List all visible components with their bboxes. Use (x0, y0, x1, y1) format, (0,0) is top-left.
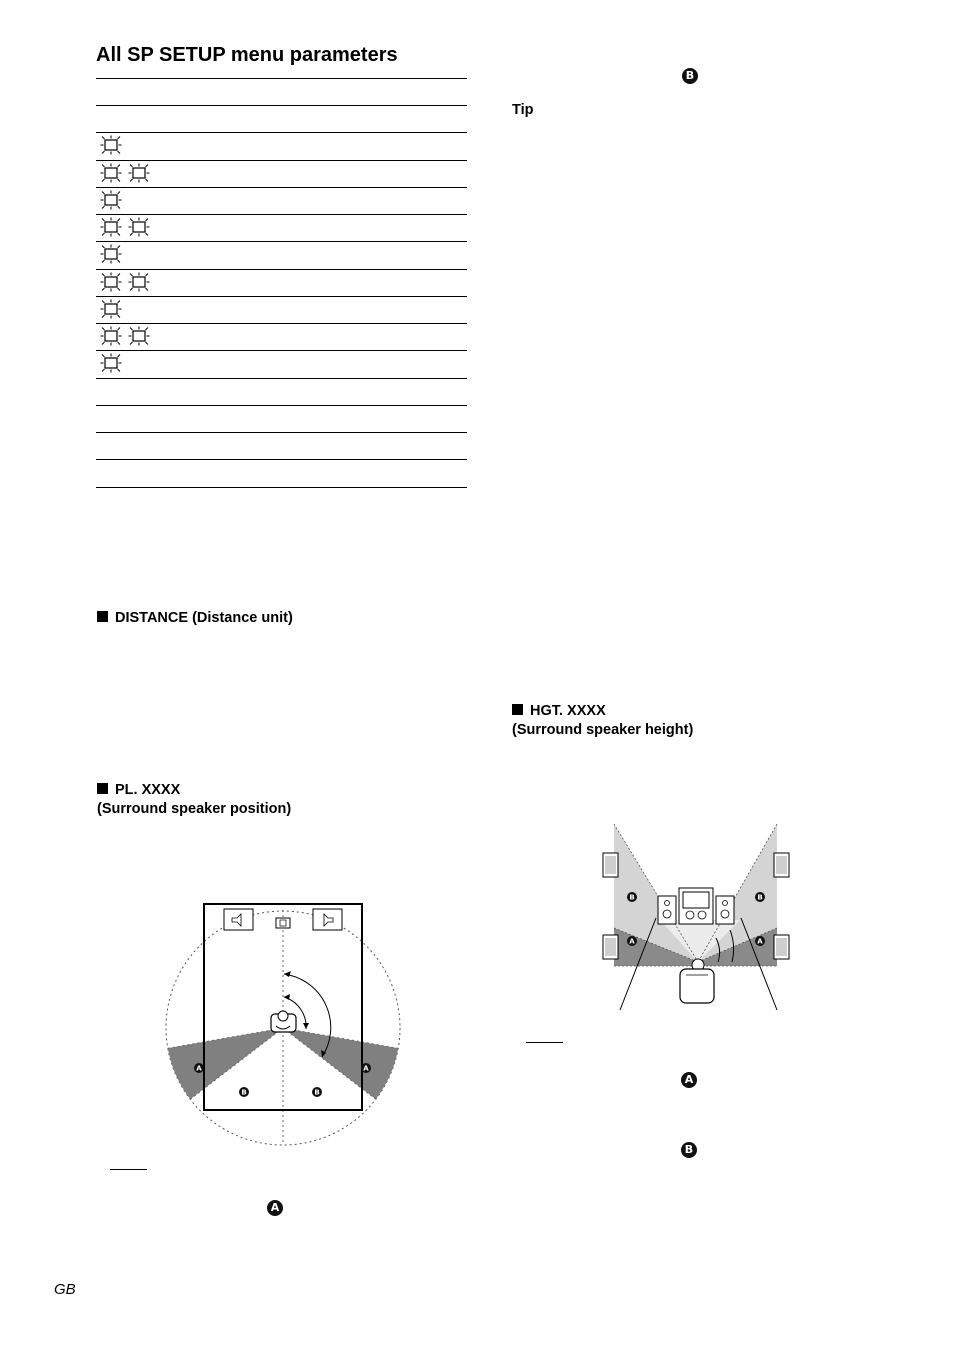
zone-a-marker: A (267, 1200, 283, 1216)
zone-a-marker-right (361, 1063, 371, 1073)
table-rule (96, 323, 467, 324)
zone-b-marker: B (681, 1142, 697, 1158)
zone-b-label: B (757, 893, 763, 902)
table-rule (96, 432, 467, 433)
zone-b-label: B (241, 1088, 247, 1097)
zone-a-label: A (757, 937, 763, 946)
front-left-speaker-icon (224, 909, 253, 930)
arrow-head (284, 971, 291, 977)
black-square-icon (512, 704, 523, 715)
zone-b-marker-left (239, 1087, 249, 1097)
short-underline (526, 1042, 563, 1043)
distance-heading (97, 609, 293, 628)
zone-b-label: B (629, 893, 635, 902)
front-right-speaker-icon (313, 909, 342, 930)
blinking-display-icon (100, 272, 122, 292)
blinking-display-icon (100, 244, 122, 264)
page-footer-label: GB (54, 1281, 76, 1298)
blinking-display-icon (128, 326, 150, 346)
blinking-display-icon (100, 353, 122, 373)
blinking-display-icon (100, 299, 122, 319)
table-rule (96, 132, 467, 133)
table-rule (96, 459, 467, 460)
zone-a-label: A (629, 937, 635, 946)
zone-a-right (283, 1028, 398, 1099)
zone-a-left (168, 1028, 283, 1099)
position-heading (97, 781, 291, 819)
table-rule (96, 405, 467, 406)
zone-b-marker-right (312, 1087, 322, 1097)
surround-low-right-speaker-icon (774, 935, 789, 959)
front-left-speaker-icon (658, 896, 676, 924)
table-row-7-icons (100, 299, 122, 319)
position-heading-line1: PL. XXXX (115, 782, 181, 798)
arrow-head (303, 1023, 309, 1029)
zone-a-marker: A (681, 1072, 697, 1088)
table-rule (96, 296, 467, 297)
blinking-display-icon (100, 135, 122, 155)
tv-icon (679, 888, 713, 924)
table-rule (96, 160, 467, 161)
table-row-9-icons (100, 353, 122, 373)
table-row-2-icons (100, 163, 150, 183)
table-rule (96, 78, 467, 79)
zone-a-marker-left (194, 1063, 204, 1073)
blinking-display-icon (100, 163, 122, 183)
zone-a-marker-right (755, 936, 765, 946)
table-rule (96, 241, 467, 242)
zone-b-marker-right (755, 892, 765, 902)
zone-a-marker-left (627, 936, 637, 946)
zone-b-marker: B (682, 68, 698, 84)
blinking-display-icon (100, 326, 122, 346)
table-rule (96, 105, 467, 106)
speaker-position-diagram (160, 895, 410, 1155)
table-row-5-icons (100, 244, 122, 264)
short-underline (110, 1169, 147, 1170)
black-square-icon (97, 611, 108, 622)
surround-low-left-speaker-icon (603, 935, 618, 959)
table-row-6-icons (100, 272, 150, 292)
table-rule (96, 378, 467, 379)
blinking-display-icon (128, 217, 150, 237)
page-title: All SP SETUP menu parameters (96, 44, 398, 66)
zone-b-label: B (314, 1088, 320, 1097)
zone-b-marker-left (627, 892, 637, 902)
table-rule (96, 350, 467, 351)
table-row-1-icons (100, 135, 122, 155)
height-heading-line1: HGT. XXXX (530, 703, 606, 719)
table-rule (96, 187, 467, 188)
position-heading-line2: (Surround speaker position) (97, 801, 292, 817)
blinking-display-icon (100, 217, 122, 237)
table-rule (96, 487, 467, 488)
surround-high-right-speaker-icon (774, 853, 789, 877)
surround-high-left-speaker-icon (603, 853, 618, 877)
blinking-display-icon (128, 272, 150, 292)
distance-heading-text: DISTANCE (Distance unit) (115, 610, 293, 626)
height-heading (512, 702, 693, 740)
table-row-3-icons (100, 190, 122, 210)
height-heading-line2: (Surround speaker height) (512, 722, 694, 738)
table-row-4-icons (100, 217, 150, 237)
zone-a-label: A (196, 1064, 202, 1073)
blinking-display-icon (128, 163, 150, 183)
listener-icon (271, 1011, 296, 1032)
blinking-display-icon (100, 190, 122, 210)
tip-label: Tip (512, 102, 534, 118)
table-rule (96, 214, 467, 215)
black-square-icon (97, 783, 108, 794)
table-rule (96, 269, 467, 270)
table-row-8-icons (100, 326, 150, 346)
front-right-speaker-icon (716, 896, 734, 924)
arrow-head (284, 994, 290, 1000)
speaker-height-diagram (598, 822, 794, 1014)
center-speaker-icon (276, 918, 290, 928)
zone-a-label: A (363, 1064, 369, 1073)
